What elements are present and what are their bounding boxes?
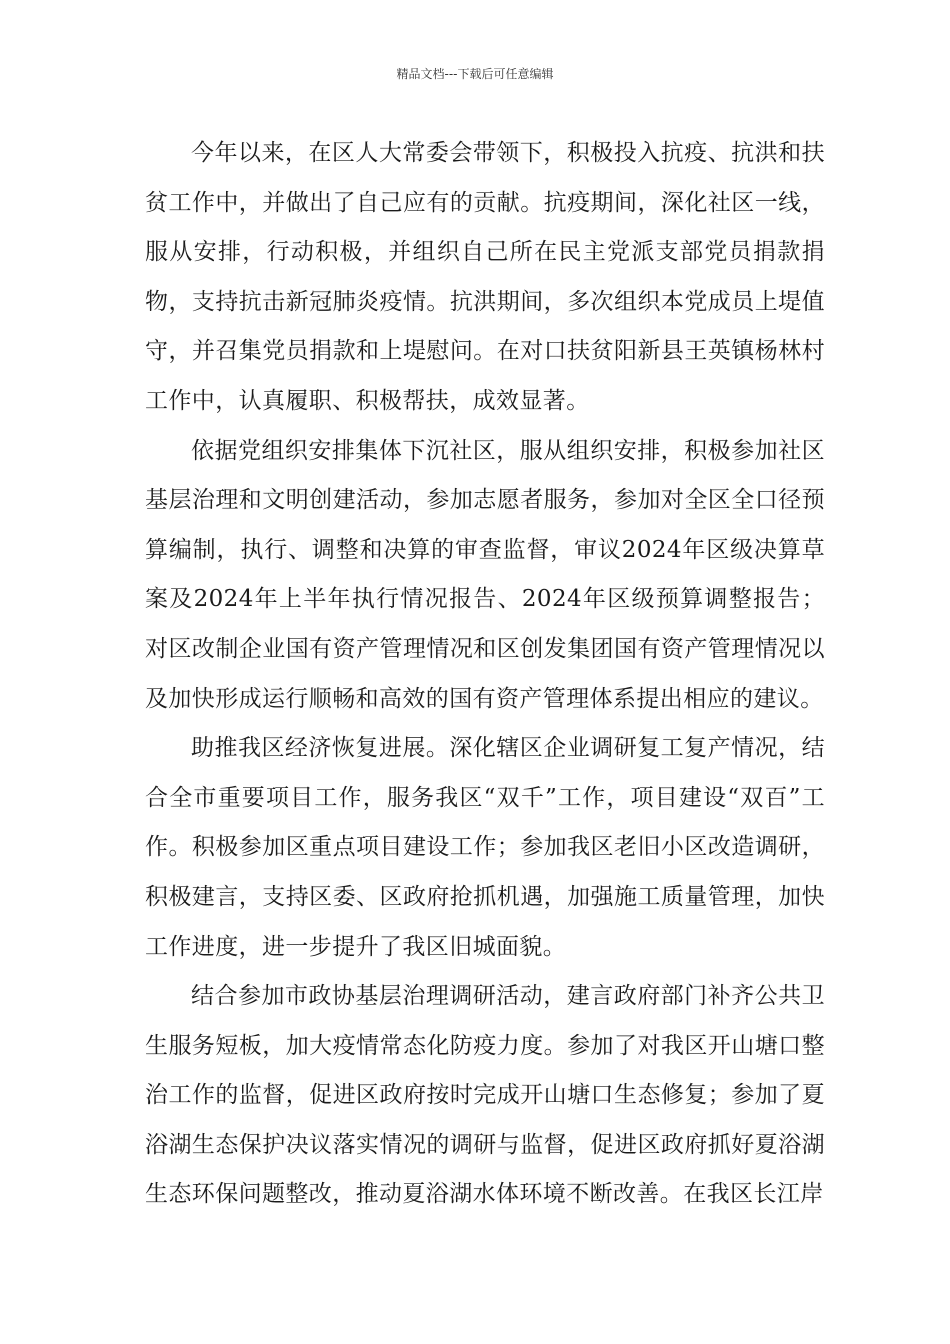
page-header: 精品文档---下载后可任意编辑 [396, 67, 554, 81]
document-body [145, 129, 825, 1220]
paragraph-1: 今年以来，在区人大常委会带领下，积极投入抗疫、抗洪和扶贫工作中，并做出了自己应有的贡献。抗疫期间，深化社区一线，服从安排，行动积极，并组织自己所在民主党派支部党员捐款捐物，支持抗击新冠肺炎疫情。抗洪期间，多次组织本党成员上堤值守，并召集党员捐款和上堤慰问。在对口扶贫阳新县王英镇杨林村工作中，认真履职、积极帮扶，成效显著。 [145, 140, 825, 414]
paragraph-4: 结合参加市政协基层治理调研活动，建言政府部门补齐公共卫生服务短板，加大疫情常态化防疫力度。参加了对我区开山塘口整治工作的监督，促进区政府按时完成开山塘口生态修复；参加了夏浴湖生态保护决议落实情况的调研与监督，促进区政府抓好夏浴湖生态环保问题整改，推动夏浴湖水体环境不断改善。在我区长江岸 [145, 983, 825, 1208]
paragraph-3: 助推我区经济恢复进展。深化辖区企业调研复工复产情况，结合全市重要项目工作，服务我区“双千”工作，项目建设“双百”工作。积极参加区重点项目建设工作；参加我区老旧小区改造调研，积极建言，支持区委、区政府抢抓机遇，加强施工质量管理，加快工作进度，进一步提升了我区旧城面貌。 [145, 735, 825, 960]
paragraph-2: 依据党组织安排集体下沉社区，服从组织安排，积极参加社区基层治理和文明创建活动，参加志愿者服务，参加对全区全口径预算编制，执行、调整和决算的审查监督，审议2024年区级决算草案及2024年上半年执行情况报告、2024年区级预算调整报告；对区改制企业国有资产管理情况和区创发集团国有资产管理情况以及加快形成运行顺畅和高效的国有资产管理体系提出相应的建议。 [145, 437, 825, 712]
